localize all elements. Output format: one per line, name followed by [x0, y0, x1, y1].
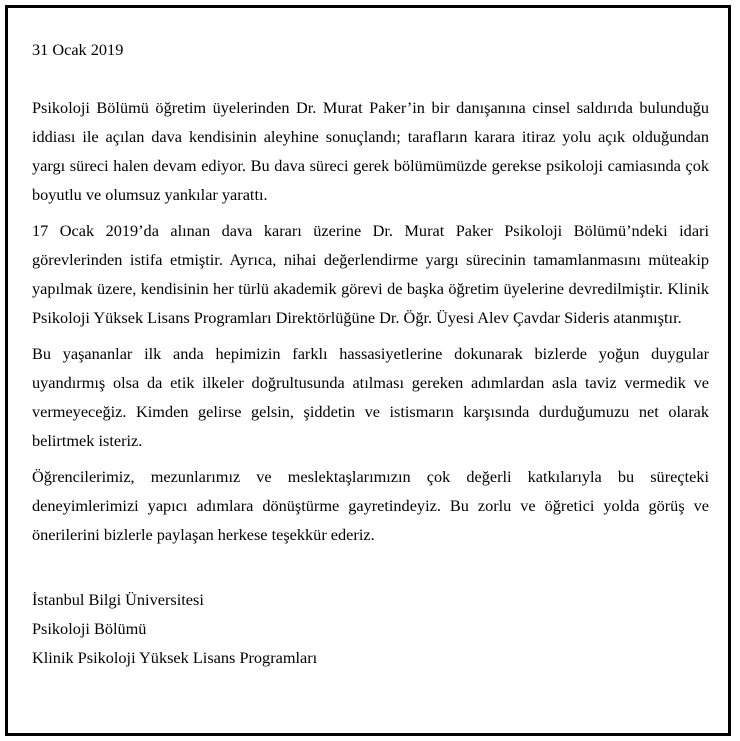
signature-university: İstanbul Bilgi Üniversitesi — [32, 590, 204, 609]
letter-frame — [5, 5, 731, 736]
paragraph-3: Bu yaşananlar ilk anda hepimizin farklı hassasiyetlerine dokunarak bizlerde yoğun duygular uyandırmış olsa da etik ilkeler doğrultusunda atılması gereken adımlardan asla taviz vermedik ve vermeyeceğiz. Kimden gelirse gelsin, şiddetin ve istismarın karşısında durduğumuzu net olarak belirtmek isteriz. — [32, 344, 709, 450]
paragraph-1: Psikoloji Bölümü öğretim üyelerinden Dr. Murat Paker’in bir danışanına cinsel saldırıda bulunduğu iddiası ile açılan dava kendisinin aleyhine sonuçlandı; tarafların karara itiraz yolu açık olduğundan yargı süreci halen devam ediyor. Bu dava süreci gerek bölümümüzde gerekse psikoloji camiasında çok boyutlu ve olumsuz yankılar yarattı. — [32, 98, 709, 204]
paragraph-4: Öğrencilerimiz, mezunlarımız ve meslektaşlarımızın çok değerli katkılarıyla bu süreçteki deneyimlerimizi yapıcı adımlara dönüştürme gayretindeyiz. Bu zorlu ve öğretici yolda görüş ve önerilerini bizlerle paylaşan herkese teşekkür ederiz. — [32, 467, 709, 544]
signature-program: Klinik Psikoloji Yüksek Lisans Programları — [32, 648, 318, 667]
letter-body — [32, 35, 709, 672]
signature-block — [32, 585, 709, 672]
paragraph-2: 17 Ocak 2019’da alınan dava kararı üzerine Dr. Murat Paker Psikoloji Bölümü’ndeki idari görevlerinden istifa etmiştir. Ayrıca, nihai değerlendirme yargı sürecinin tamamlanmasını müteakip yapılmak üzere, kendisinin her türlü akademik görevi de başka öğretim üyelerine devredilmiştir. Klinik Psikoloji Yüksek Lisans Programları Direktörlüğüne Dr. Öğr. Üyesi Alev Çavdar Sideris atanmıştır. — [32, 221, 709, 327]
signature-department: Psikoloji Bölümü — [32, 619, 147, 638]
letter-date: 31 Ocak 2019 — [32, 40, 124, 59]
